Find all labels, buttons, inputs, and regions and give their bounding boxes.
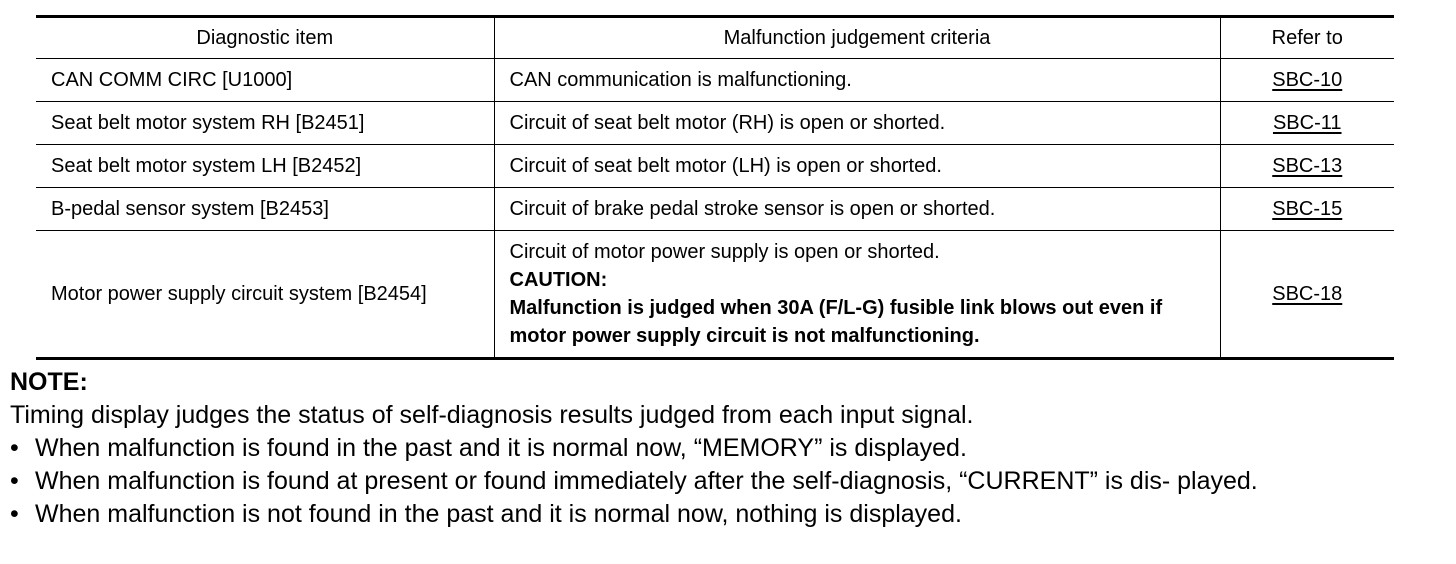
refer-cell: [1220, 145, 1394, 188]
bullet-icon: •: [10, 500, 19, 528]
table-row: [36, 102, 1394, 145]
list-item: [10, 498, 1422, 531]
header-refer-to: Refer to: [1220, 17, 1394, 59]
refer-cell: [1220, 231, 1394, 359]
criteria-cell: Circuit of brake pedal stroke sensor is open or shorted.: [494, 188, 1220, 231]
criteria-text: Circuit of motor power supply is open or shorted.: [509, 241, 940, 263]
list-item: [10, 432, 1422, 465]
criteria-cell: [494, 231, 1220, 359]
refer-link-sbc-11[interactable]: SBC-11: [1272, 112, 1342, 134]
note-bullet-text: When malfunction is found at present or found immediately after the self-diagnosis, “CURRENT” is dis- played.: [35, 467, 1258, 495]
table-header-row: [36, 17, 1394, 59]
note-bullet-text: When malfunction is not found in the past and it is normal now, nothing is displayed.: [35, 500, 962, 528]
diagnostic-item-cell: Seat belt motor system RH [B2451]: [36, 102, 494, 145]
refer-link-sbc-18[interactable]: SBC-18: [1272, 283, 1343, 305]
note-bullet-list: [10, 432, 1422, 531]
caution-text: Malfunction is judged when 30A (F/L-G) fusible link blows out even if motor power supply circuit is not malfunctioning.: [509, 297, 1163, 347]
table-row: [36, 59, 1394, 102]
criteria-cell: Circuit of seat belt motor (RH) is open or shorted.: [494, 102, 1220, 145]
note-section: [10, 366, 1422, 531]
diagnostic-item-cell: B-pedal sensor system [B2453]: [36, 188, 494, 231]
refer-link-sbc-15[interactable]: SBC-15: [1272, 198, 1343, 220]
header-diagnostic-item: Diagnostic item: [36, 17, 494, 59]
note-bullet-text: When malfunction is found in the past and it is normal now, “MEMORY” is displayed.: [35, 434, 967, 462]
diagnostic-item-cell: Seat belt motor system LH [B2452]: [36, 145, 494, 188]
refer-link-sbc-10[interactable]: SBC-10: [1272, 69, 1343, 91]
diagnostic-table: [36, 15, 1394, 360]
refer-cell: [1220, 188, 1394, 231]
table-row: [36, 231, 1394, 359]
refer-link-sbc-13[interactable]: SBC-13: [1272, 155, 1343, 177]
refer-cell: [1220, 102, 1394, 145]
note-intro: Timing display judges the status of self-diagnosis results judged from each input signal.: [10, 401, 974, 429]
table-row: [36, 145, 1394, 188]
criteria-cell: Circuit of seat belt motor (LH) is open or shorted.: [494, 145, 1220, 188]
list-item: [10, 465, 1422, 498]
caution-label: CAUTION:: [509, 269, 608, 291]
header-criteria: Malfunction judgement criteria: [494, 17, 1220, 59]
diagnostic-item-cell: Motor power supply circuit system [B2454]: [36, 231, 494, 359]
diagnostic-item-cell: CAN COMM CIRC [U1000]: [36, 59, 494, 102]
bullet-icon: •: [10, 434, 19, 462]
table-row: [36, 188, 1394, 231]
refer-cell: [1220, 59, 1394, 102]
note-title: NOTE:: [10, 368, 88, 396]
bullet-icon: •: [10, 467, 19, 495]
criteria-cell: CAN communication is malfunctioning.: [494, 59, 1220, 102]
